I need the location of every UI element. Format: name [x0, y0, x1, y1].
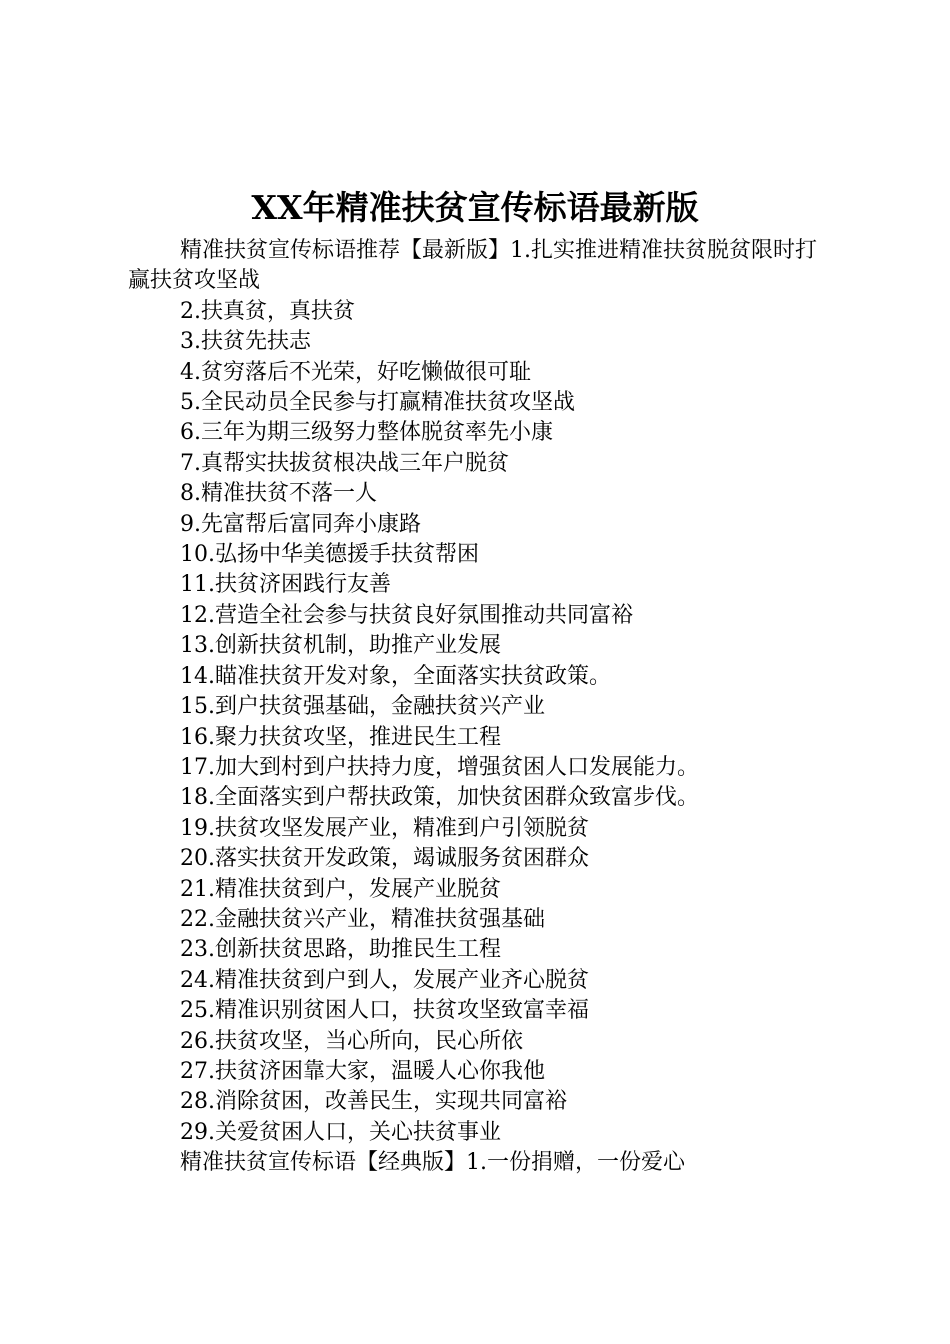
slogan-item: 22.金融扶贫兴产业，精准扶贫强基础: [180, 906, 545, 932]
slogan-item: 10.弘扬中华美德援手扶贫帮困: [180, 542, 479, 568]
slogan-item: 26.扶贫攻坚，当心所向，民心所依: [180, 1028, 523, 1054]
slogan-item: 24.精准扶贫到户到人，发展产业齐心脱贫: [180, 967, 589, 993]
document-title: XX年精准扶贫宣传标语最新版: [251, 188, 699, 227]
slogan-item: 8.精准扶贫不落一人: [180, 481, 377, 507]
slogan-item: 29.关爱贫困人口，关心扶贫事业: [180, 1119, 501, 1145]
slogan-item: 27.扶贫济困靠大家，温暖人心你我他: [180, 1058, 545, 1084]
slogan-item: 5.全民动员全民参与打赢精准扶贫攻坚战: [180, 390, 575, 416]
slogan-item: 12.营造全社会参与扶贫良好氛围推动共同富裕: [180, 602, 633, 628]
slogan-item: 16.聚力扶贫攻坚，推进民生工程: [180, 724, 501, 750]
slogan-item: 25.精准识别贫困人口，扶贫攻坚致富幸福: [180, 998, 589, 1024]
slogan-item: 28.消除贫困，改善民生，实现共同富裕: [180, 1089, 567, 1115]
slogan-item: 23.创新扶贫思路，助推民生工程: [180, 937, 501, 963]
slogan-item: 13.创新扶贫机制，助推产业发展: [180, 633, 501, 659]
slogan-item: 14.瞄准扶贫开发对象，全面落实扶贫政策。: [180, 663, 611, 689]
document-body: [128, 236, 838, 1179]
slogan-item: 20.落实扶贫开发政策，竭诚服务贫困群众: [180, 846, 589, 872]
intro-paragraph: 精准扶贫宣传标语推荐【最新版】1.扎实推进精准扶贫脱贫限时打赢扶贫攻坚战: [128, 238, 817, 294]
slogan-item: 18.全面落实到户帮扶政策，加快贫困群众致富步伐。: [180, 785, 699, 811]
slogan-item: 19.扶贫攻坚发展产业，精准到户引领脱贫: [180, 815, 589, 841]
slogan-item: 3.扶贫先扶志: [180, 329, 311, 355]
slogan-item: 9.先富帮后富同奔小康路: [180, 511, 421, 537]
slogan-item: 4.贫穷落后不光荣，好吃懒做很可耻: [180, 359, 531, 385]
slogan-item: 21.精准扶贫到户，发展产业脱贫: [180, 876, 501, 902]
slogan-item: 11.扶贫济困践行友善: [180, 572, 391, 598]
slogan-item: 17.加大到村到户扶持力度，增强贫困人口发展能力。: [180, 754, 699, 780]
closing-paragraph: 精准扶贫宣传标语【经典版】1.一份捐赠，一份爱心: [180, 1150, 685, 1176]
slogan-item: 2.扶真贫，真扶贫: [180, 298, 355, 324]
slogan-item: 15.到户扶贫强基础，金融扶贫兴产业: [180, 694, 545, 720]
slogan-item: 6.三年为期三级努力整体脱贫率先小康: [180, 420, 553, 446]
slogan-list: [128, 297, 838, 1148]
slogan-item: 7.真帮实扶拔贫根决战三年户脱贫: [180, 450, 509, 476]
